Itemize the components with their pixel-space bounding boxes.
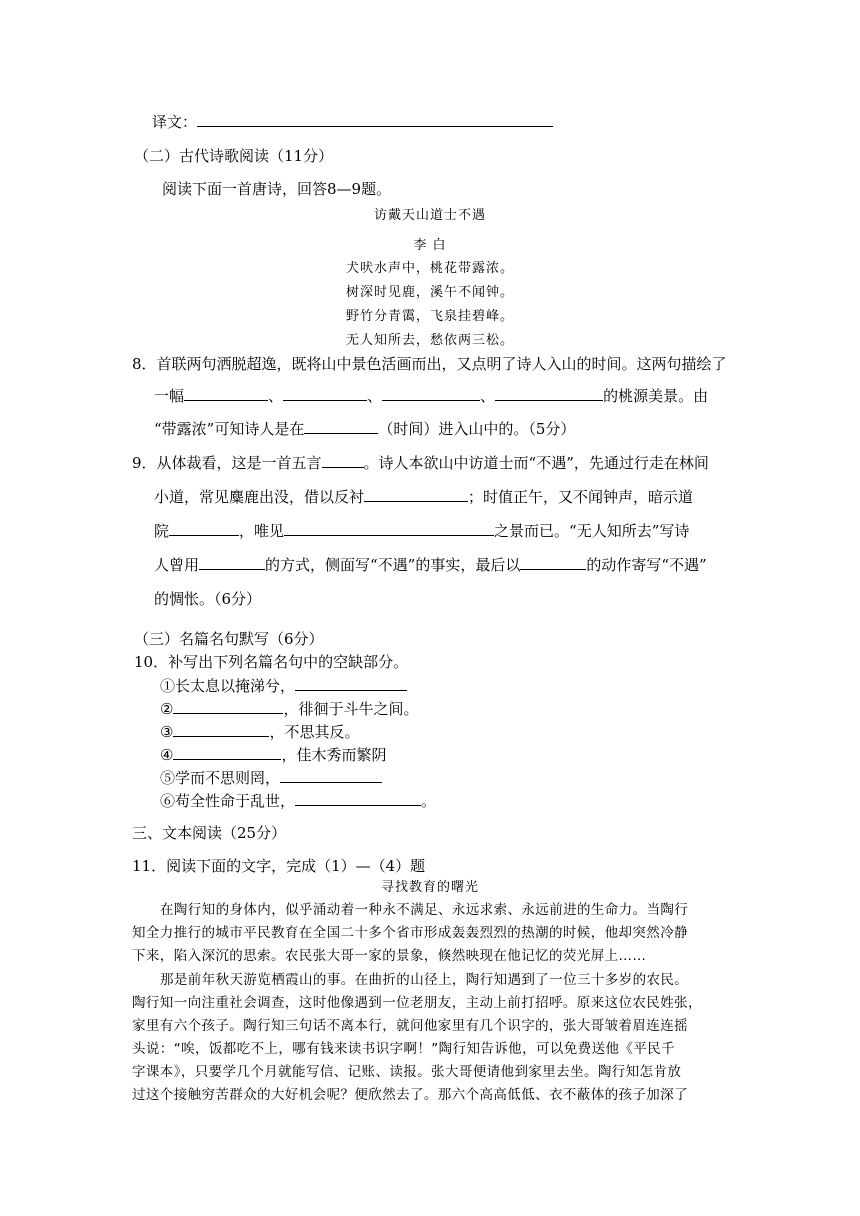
q9-text: 9．从体裁看，这是一首五言 [132,454,322,472]
part-heading-text-reading: 三、文本阅读（25分） [132,824,287,842]
translation-blank[interactable] [197,112,553,127]
question-9-line-4 [154,555,707,575]
question-10-prompt: 10．补写出下列名篇名句中的空缺部分。 [134,653,409,671]
q9-text: 的动作寄写“不遇” [586,556,707,574]
q9-text: 之景而已。“无人知所去”写诗 [494,522,690,540]
q8-blank-3[interactable] [382,386,480,401]
essay-line: 头说：“唉，饭都吃不上，哪有钱来读书识字啊！”陶行知告诉他，可以免费送他《平民千 [132,1041,675,1057]
recitation-item-5 [160,768,382,788]
essay-line: 家里有六个孩子。陶行知三句话不离本行，就问他家里有几个识字的，张大哥皱着眉连连摇 [132,1018,688,1034]
q9-text: 人曾用 [154,556,200,574]
recitation-item-1 [160,676,407,696]
poem-line: 无人知所去，愁依两三松。 [345,333,514,348]
poem-line: 犬吠水声中，桃花带露浓。 [345,261,514,276]
recitation-text: ，不思其反。 [269,723,360,741]
q8-text: “带露浓”可知诗人是在 [154,420,305,438]
essay-line: 那是前年秋天游览栖霞山的事。在曲折的山径上，陶行知遇到了一位三十多岁的农民。 [160,972,689,988]
recitation-item-2 [160,699,418,719]
recitation-text: ③ [160,723,174,741]
q9-blank-4[interactable] [284,521,494,536]
essay-title: 寻找教育的曙光 [380,880,479,895]
recitation-item-6 [160,791,436,811]
q8-sep: 、 [480,387,496,405]
recitation-blank[interactable] [173,722,269,737]
q8-blank-time[interactable] [304,419,378,434]
poem-line: 树深时见鹿，溪午不闻钟。 [345,285,514,300]
essay-line: 下来，陷入深沉的思索。农民张大哥一家的景象，倏然映现在他记忆的荧光屏上…… [132,948,647,964]
question-9-line-3 [154,521,689,541]
essay-line: 知全力推行的城市平民教育在全国二十多个省市形成轰轰烈烈的热潮的时候，他却突然冷静 [132,925,688,941]
q9-blank-1[interactable] [322,453,364,468]
section-heading-poetry: （二）古代诗歌阅读（11分） [134,147,334,165]
recitation-blank[interactable] [173,745,281,760]
translation-label: 译文： [152,113,198,131]
recitation-text: 。 [421,792,437,810]
recitation-blank[interactable] [295,676,407,691]
q8-sep: 、 [268,387,284,405]
essay-line: 字课本》，只要学几个月就能写信、记账、读报。张大哥便请他到家里去坐。陶行知怎肯放 [132,1064,682,1080]
recitation-text: ⑤学而不思则罔， [160,769,281,787]
question-11-prompt: 11．阅读下面的文字，完成（1）—（4）题 [132,857,426,875]
essay-line: 过这个接触穷苦群众的大好机会呢？便欣然去了。那六个高高低低、衣不蔽体的孩子加深了 [132,1087,688,1103]
q9-text: 院 [154,522,170,540]
q8-blank-1[interactable] [184,386,268,401]
recitation-text: ⑥苟全性命于乱世， [160,792,296,810]
q9-blank-3[interactable] [169,521,239,536]
q8-sep: 、 [367,387,383,405]
essay-line: 在陶行知的身体内，似乎涌动着一种永不满足、永远求索、永远前进的生命力。当陶行 [160,902,689,918]
essay-line: 陶行知一向注重社会调查，这时他像遇到一位老朋友，主动上前打招呼。原来这位农民姓张， [132,995,702,1011]
q9-text: 。诗人本欲山中访道士而“不遇”，先通过行走在林间 [363,454,709,472]
q9-text: ，唯见 [239,522,285,540]
question-8-line-1: 8．首联两句洒脱超逸，既将山中景色活画而出，又点明了诗人入山的时间。这两句描绘了 [132,355,727,373]
q9-blank-5[interactable] [199,555,265,570]
q8-blank-4[interactable] [495,386,603,401]
recitation-blank[interactable] [295,791,421,806]
q9-text: 的方式，侧面写“不遇”的事实，最后以 [265,556,521,574]
q9-text: ；时值正午，又不闻钟声，暗示道 [468,488,694,506]
q8-text: 的桃源美景。由 [603,387,709,405]
q9-text: 小道，常见麋鹿出没，借以反衬 [154,488,365,506]
translation-line [152,112,553,132]
poem-title: 访戴天山道士不遇 [373,208,486,223]
recitation-blank[interactable] [173,699,283,714]
poetry-instruction: 阅读下面一首唐诗，回答8—9题。 [162,180,392,198]
q8-text: 一幅 [154,387,185,405]
q9-blank-2[interactable] [364,487,468,502]
recitation-item-3 [160,722,359,742]
q9-blank-6[interactable] [520,555,586,570]
question-9-line-5: 的惆怅。（6分） [154,590,262,608]
poem-line: 野竹分青霭，飞泉挂碧峰。 [345,309,514,324]
question-8-line-2 [154,386,708,406]
recitation-item-4 [160,745,386,765]
recitation-text: ，徘徊于斗牛之间。 [283,700,419,718]
recitation-blank[interactable] [280,768,382,783]
section-heading-recitation: （三）名篇名句默写（6分） [134,630,324,648]
recitation-text: ② [160,700,174,718]
q8-text: （时间）进入山中的。（5分） [378,420,576,438]
question-9-line-2 [154,487,693,507]
q8-blank-2[interactable] [283,386,367,401]
recitation-text: ，佳木秀而繁阴 [281,746,387,764]
poem-author: 李 白 [413,238,447,253]
recitation-text: ①长太息以掩涕兮， [160,677,296,695]
recitation-text: ④ [160,746,174,764]
question-8-line-3 [154,419,575,439]
question-9-line-1 [132,453,709,473]
